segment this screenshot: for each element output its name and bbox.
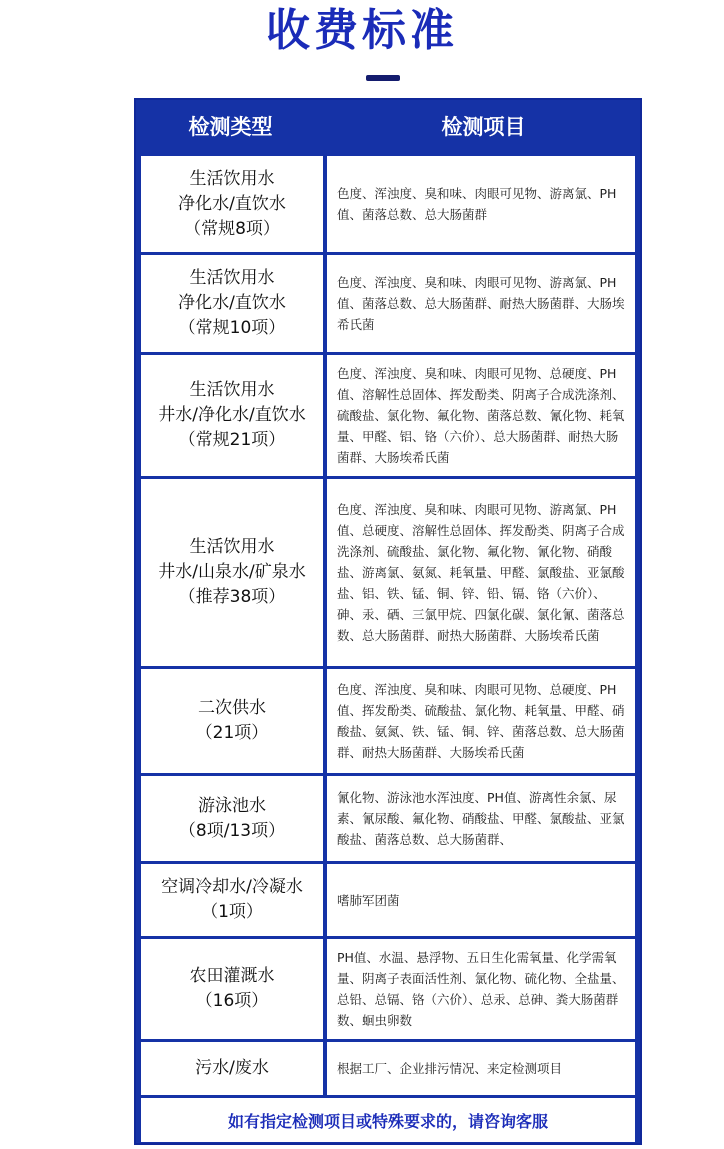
row-items-text: 根据工厂、企业排污情况、来定检测项目 [337, 1061, 563, 1076]
row-type-line: 井水/山泉水/矿泉水 [158, 562, 306, 582]
row-type-line: 二次供水 [198, 698, 266, 718]
row-items [327, 776, 635, 861]
row-items-text: 色度、浑浊度、臭和味、肉眼可见物、总硬度、PH值、溶解性总固体、挥发酚类、阴离子合成洗涤剂、硫酸盐、氯化物、氟化物、菌落总数、氰化物、耗氧量、甲醛、铝、铬（六价）、总大肠菌群、耐热大肠菌群、大肠埃希氏菌 [337, 366, 625, 465]
row-type [141, 355, 323, 476]
row-type-line: 生活饮用水 [189, 268, 275, 288]
row-type-line: 空调冷却水/冷凝水 [161, 877, 303, 897]
row-type-line: （推荐38项） [178, 587, 286, 607]
header-items: 检测项目 [441, 115, 526, 139]
page-title: 收费标准 [266, 5, 458, 56]
fee-table [134, 98, 642, 1145]
row-items [327, 669, 635, 773]
table-row [141, 864, 635, 936]
row-type-line: （16项） [195, 991, 269, 1011]
row-items [327, 1042, 635, 1095]
row-items [327, 864, 635, 936]
row-items-text: 色度、浑浊度、臭和味、肉眼可见物、总硬度、PH值、挥发酚类、硫酸盐、氯化物、耗氧量、甲醛、硝酸盐、氨氮、铁、锰、铜、锌、菌落总数、总大肠菌群、耐热大肠菌群、大肠埃希氏菌 [337, 682, 625, 760]
row-items [327, 156, 635, 252]
row-type-line: 生活饮用水 [189, 380, 275, 400]
row-type [141, 776, 323, 861]
table-row [141, 776, 635, 861]
table-row [141, 255, 635, 352]
row-type-line: （常规8项） [184, 218, 280, 239]
row-type-line: （常规21项） [178, 430, 286, 450]
row-items [327, 479, 635, 666]
row-items-text: PH值、水温、悬浮物、五日生化需氧量、化学需氧量、阴离子表面活性剂、氯化物、硫化物、全盐量、总铅、总镉、铬（六价）、总汞、总砷、粪大肠菌群数、蛔虫卵数 [337, 950, 625, 1028]
table-row [141, 479, 635, 666]
row-type-line: （常规10项） [178, 318, 286, 338]
table-row [141, 669, 635, 773]
row-items [327, 355, 635, 476]
row-type [141, 255, 323, 352]
row-type [141, 669, 323, 773]
table-row [141, 939, 635, 1039]
row-type [141, 479, 323, 666]
row-type-line: （21项） [195, 723, 269, 743]
header-type: 检测类型 [188, 115, 273, 139]
row-items [327, 255, 635, 352]
row-type [141, 156, 323, 252]
table-header [136, 100, 640, 154]
row-type-line: （1项） [201, 902, 263, 922]
title-underline [366, 75, 400, 81]
table-row [141, 156, 635, 252]
row-type-line: （8项/13项） [178, 820, 286, 841]
row-type-line: 井水/净化水/直饮水 [158, 405, 306, 425]
table-row [141, 1042, 635, 1095]
row-type-line: 污水/废水 [195, 1058, 269, 1078]
contact-note: 如有指定检测项目或特殊要求的，请咨询客服 [141, 1098, 635, 1142]
row-type-line: 净化水/直饮水 [178, 293, 286, 313]
row-items-text: 氰化物、游泳池水浑浊度、PH值、游离性余氯、尿素、氰尿酸、氟化物、硝酸盐、甲醛、氯酸盐、亚氯酸盐、菌落总数、总大肠菌群、 [337, 790, 625, 847]
table-row [141, 355, 635, 476]
row-type [141, 939, 323, 1039]
row-type-line: 生活饮用水 [189, 168, 275, 189]
row-type [141, 864, 323, 936]
row-items-text: 色度、浑浊度、臭和味、肉眼可见物、游离氯、PH值、菌落总数、总大肠菌群、耐热大肠菌群、大肠埃希氏菌 [337, 275, 625, 332]
row-type-line: 生活饮用水 [189, 537, 275, 557]
row-type [141, 1042, 323, 1095]
row-items [327, 939, 635, 1039]
row-type-line: 净化水/直饮水 [178, 193, 286, 214]
row-type-line: 农田灌溉水 [189, 966, 275, 986]
row-items-text: 色度、浑浊度、臭和味、肉眼可见物、游离氯、PH值、菌落总数、总大肠菌群 [337, 186, 617, 222]
row-items-text: 色度、浑浊度、臭和味、肉眼可见物、游离氯、PH值、总硬度、溶解性总固体、挥发酚类、阴离子合成洗涤剂、硫酸盐、氯化物、氟化物、氰化物、硝酸盐、游离氯、氨氮、耗氧量、甲醛、氯酸盐、亚氯酸盐、铝、铁、锰、铜、锌、铅、镉、铬（六价）、砷、汞、硒、三氯甲烷、四氯化碳、氯化氰、菌落总数、总大肠菌群、耐热大肠菌群、大肠埃希氏菌 [337, 502, 625, 643]
row-type-line: 游泳池水 [198, 795, 266, 816]
row-items-text: 嗜肺军团菌 [337, 892, 400, 908]
